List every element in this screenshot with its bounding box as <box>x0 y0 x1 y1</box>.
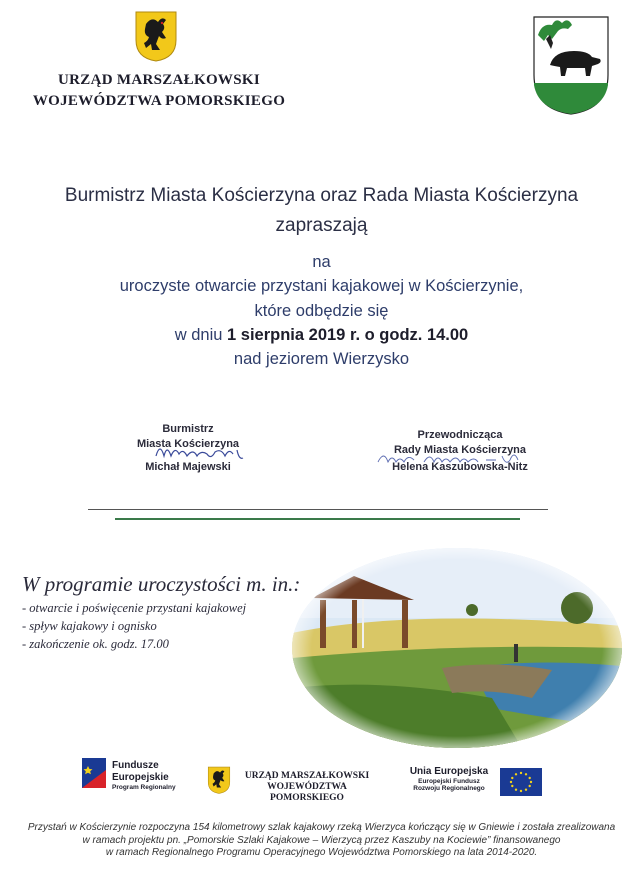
footer-line3: w ramach Regionalnego Programu Operacyjnego Województwa Pomorskiego na lata 2014-2020. <box>105 847 538 858</box>
invitation-heading-line1: Burmistrz Miasta Kościerzyna oraz Rada Miasta Kościerzyna <box>64 185 579 206</box>
invitation-heading <box>0 181 643 241</box>
divider-line <box>88 509 548 510</box>
office-title-line1: URZĄD MARSZAŁKOWSKI <box>58 72 260 88</box>
invitation-date-prefix: w dniu <box>174 326 228 344</box>
handwritten-signature-chair-icon <box>374 446 574 470</box>
invitation-place: nad jeziorem Wierzysko <box>233 350 410 368</box>
fe-line1: Fundusze <box>112 760 159 771</box>
ue-line3: Rozwoju Regionalnego <box>413 785 485 792</box>
logo-fundusze-europejskie <box>82 758 202 796</box>
invitation-na: na <box>312 253 331 271</box>
signature-chair-office: Rady Miasta Kościerzyna <box>393 444 527 456</box>
program-item-opening: - otwarcie i poświęcenie przystani kajakowej <box>22 601 247 615</box>
handwritten-signature-mayor-icon <box>150 436 260 470</box>
program-title: W programie uroczystości m. in.: <box>22 572 301 596</box>
office-title <box>20 70 298 112</box>
marina-photo <box>292 548 622 748</box>
pomorskie-griffin-small-icon <box>207 766 231 794</box>
fe-line2: Europejskie <box>112 772 169 783</box>
um-line1: URZĄD MARSZAŁKOWSKI <box>244 771 370 781</box>
invitation-heading-line2: zapraszają <box>275 215 368 236</box>
ue-line2: Europejski Fundusz <box>418 778 480 785</box>
program-item-ending: - zakończenie ok. godz. 17.00 <box>22 637 169 651</box>
invitation-event: uroczyste otwarcie przystani kajakowej w Kościerzynie, <box>119 277 524 295</box>
fundusze-europejskie-flag-icon <box>82 758 106 788</box>
invitation-date <box>0 326 643 345</box>
invitation-which: które odbędzie się <box>254 302 389 320</box>
invitation-date-bold: 1 sierpnia 2019 r. o godz. 14.00 <box>227 326 469 344</box>
logo-unia-europejska <box>400 766 550 800</box>
footer-line2: w ramach projektu pn. „Pomorskie Szlaki Kajakowe – Wierzycą przez Kaszuby na Kociewie” finansowanego <box>82 834 561 846</box>
divider-line-green <box>115 518 520 520</box>
eu-flag-icon <box>500 768 542 796</box>
signature-mayor-name: Michał Majewski <box>145 461 231 473</box>
signature-mayor-role: Burmistrz <box>162 423 214 435</box>
ue-line1: Unia Europejska <box>409 766 489 777</box>
pomorskie-griffin-crest-icon <box>134 10 178 62</box>
signature-chair-name: Helena Kaszubowska-Nitz <box>392 461 528 473</box>
logo-urzad-marszalkowski <box>207 766 377 803</box>
program-item-kayaking: - spływ kajakowy i ognisko <box>22 619 157 633</box>
koscierzyna-bear-crest-icon <box>532 15 610 115</box>
signature-chair-role: Przewodnicząca <box>417 429 503 441</box>
footer-line1: Przystań w Kościerzynie rozpoczyna 154 kilometrowy szlak kajakowy rzeką Wierzyca kończący się w Gniewie i została zrealizowana <box>27 822 616 833</box>
fe-line3: Program Regionalny <box>112 784 176 791</box>
office-title-line2: WOJEWÓDZTWA POMORSKIEGO <box>32 93 286 109</box>
footer-note <box>0 822 643 860</box>
signature-mayor-office: Miasta Kościerzyna <box>136 438 240 450</box>
um-line2: WOJEWÓDZTWA POMORSKIEGO <box>267 782 347 803</box>
